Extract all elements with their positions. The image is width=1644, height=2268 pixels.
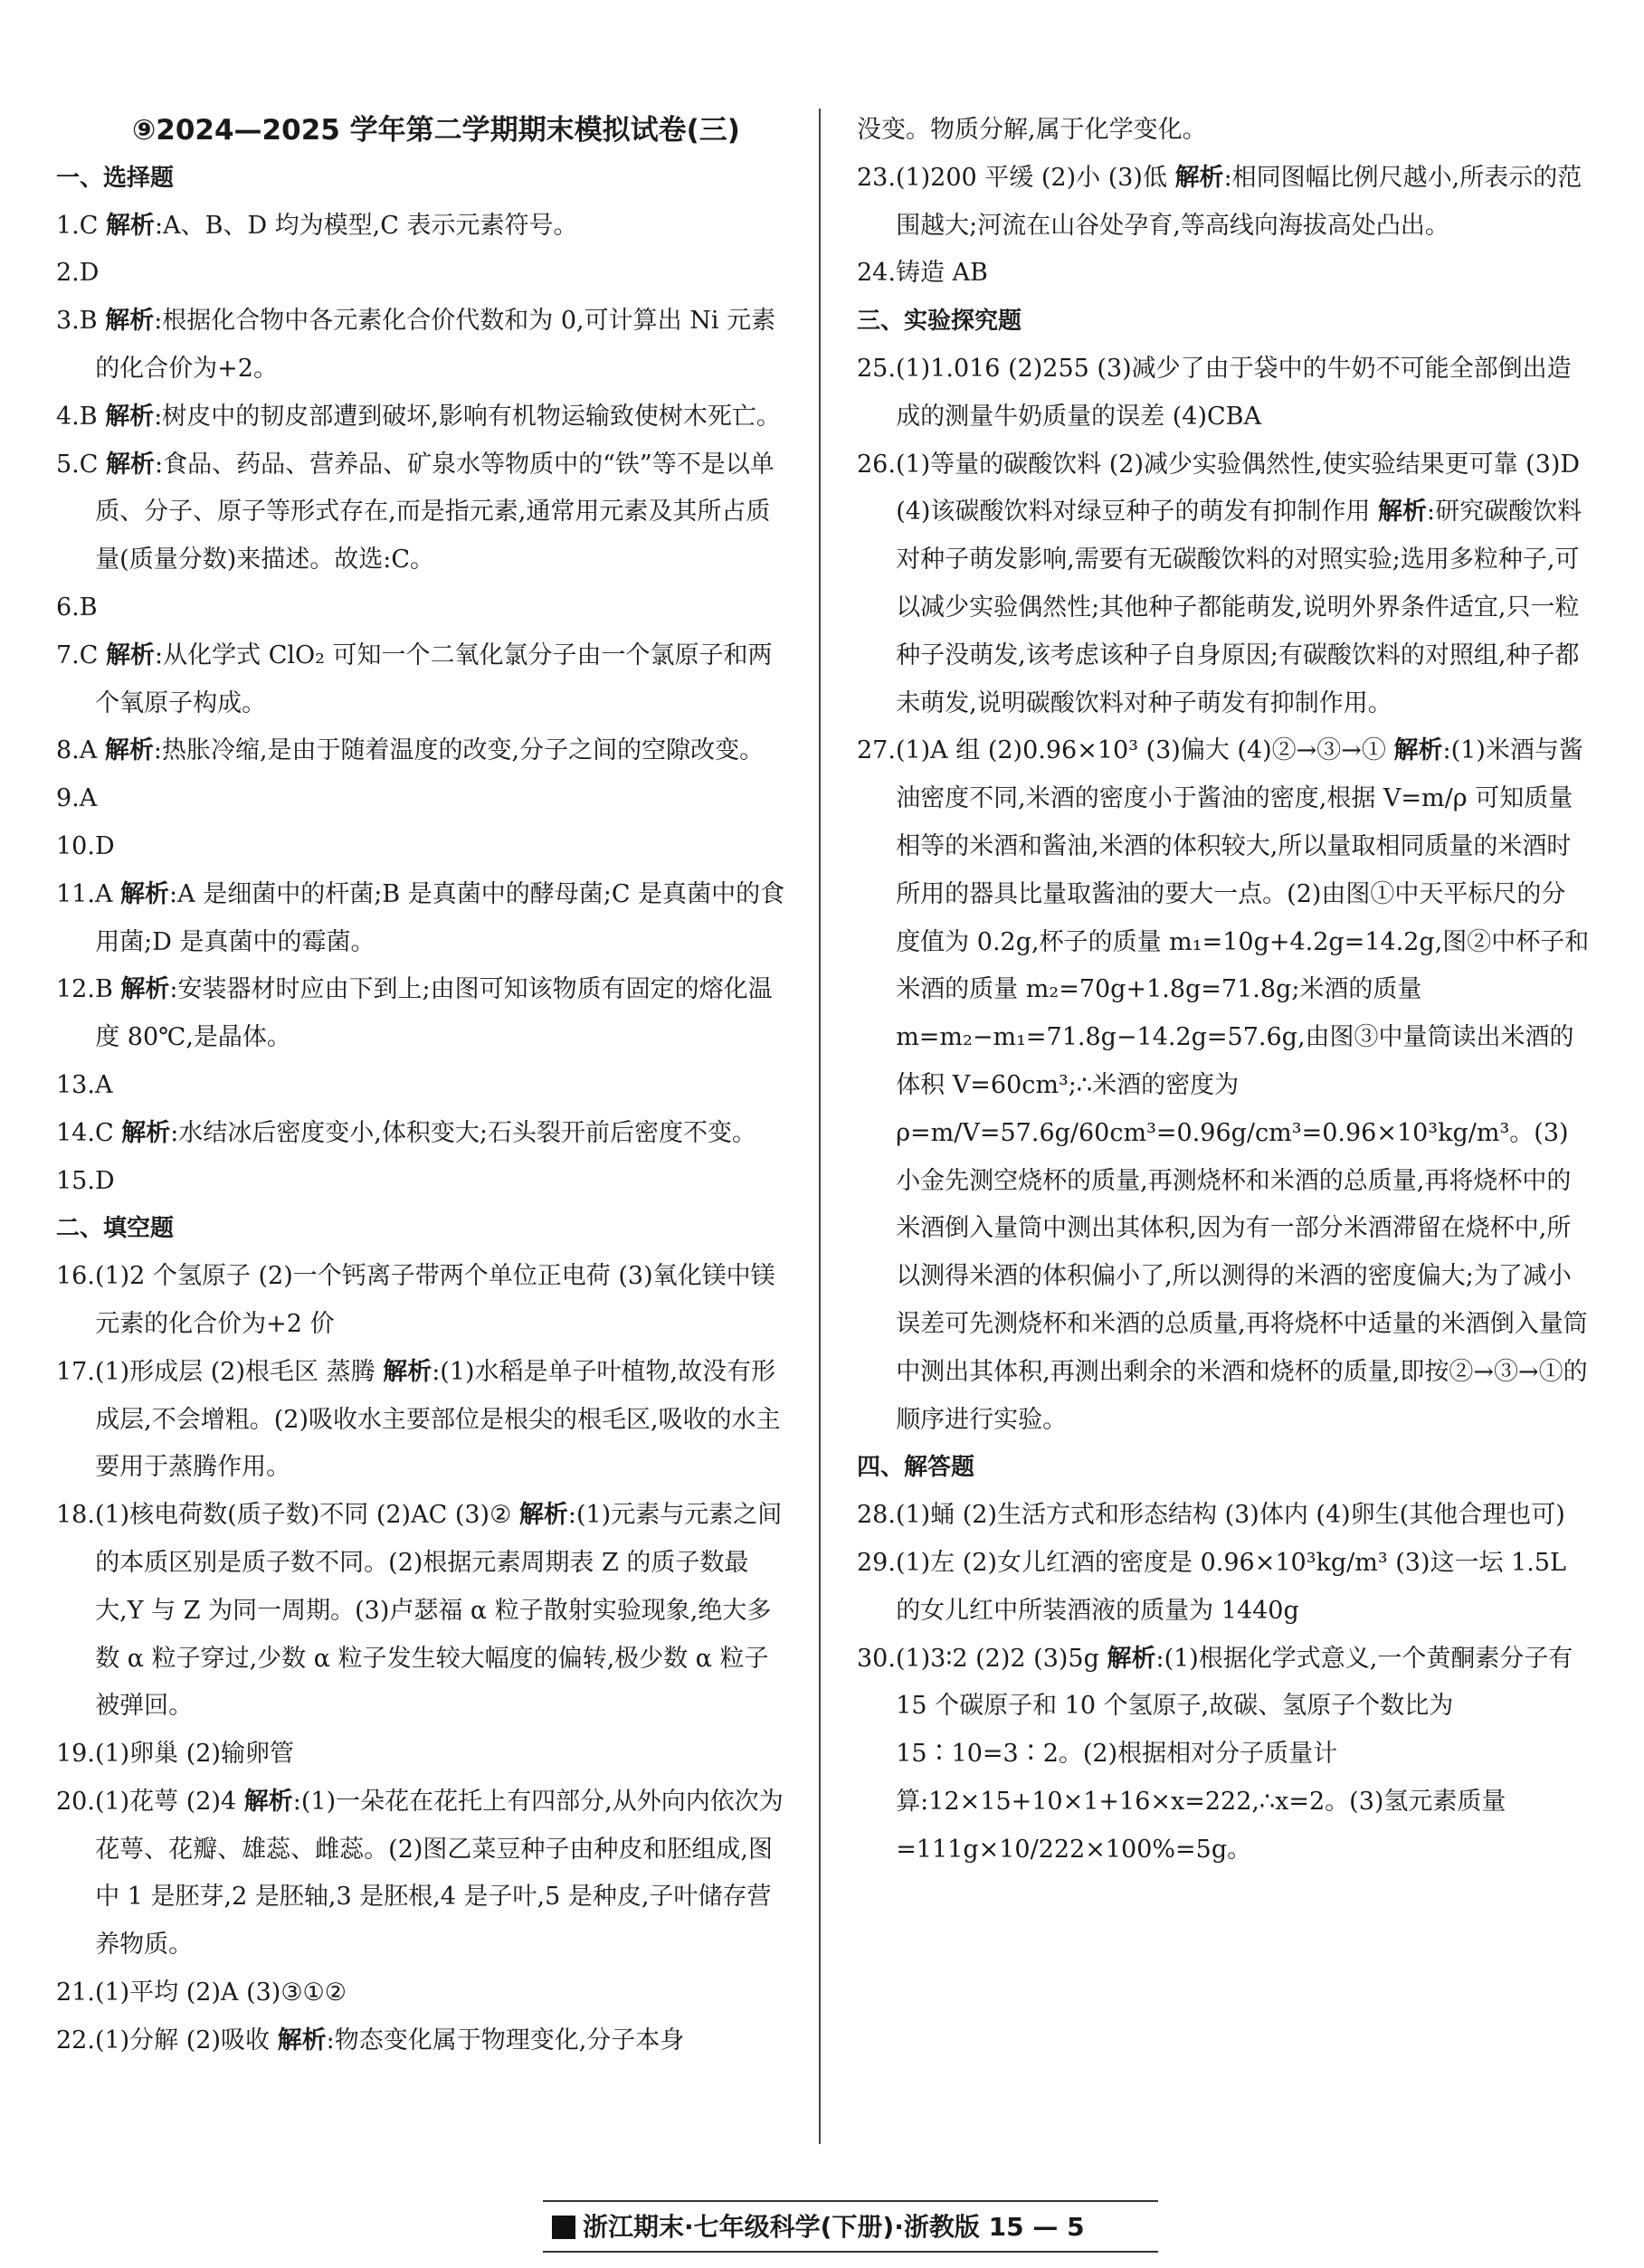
answer-19: 19.(1)卵巢 (2)输卵管 — [56, 1740, 295, 1769]
section-choice: 一、选择题 — [56, 164, 175, 192]
answer-22-continued: 没变。物质分解,属于化学变化。 — [857, 116, 1207, 144]
page-title: ⑨2024—2025 学年第二学期期末模拟试卷(三) — [132, 114, 740, 147]
right-column — [857, 107, 1590, 1874]
answer-28: 28.(1)蛹 (2)生活方式和形态结构 (3)体内 (4)卵生(其他合理也可) — [857, 1501, 1565, 1530]
answer-5: 5.C 解析:食品、药品、营养品、矿泉水等物质中的“铁”等不是以单质、分子、原子等形式存在,而是指元素,通常用元素及其所占质量(质量分数)来描述。故选:C。 — [56, 450, 774, 574]
answer-10: 10.D — [56, 831, 115, 860]
answer-8: 8.A 解析:热胀冷缩,是由于随着温度的改变,分子之间的空隙改变。 — [56, 736, 765, 765]
answer-13: 13.A — [56, 1070, 113, 1099]
answer-16: 16.(1)2 个氢原子 (2)一个钙离子带两个单位正电荷 (3)氧化镁中镁元素的化合价为+2 价 — [56, 1262, 775, 1338]
answer-26: 26.(1)等量的碳酸饮料 (2)减少实验偶然性,使实验结果更可靠 (3)D (4)该碳酸饮料对绿豆种子的萌发有抑制作用 解析:研究碳酸饮料对种子萌发影响,需要有无碳酸饮料的对照实验;选用多粒种子,可以减少实验偶然性;其他种子都能萌发,说明外界条件适宜,只一粒种子没萌发,该考虑该种子自身原因;有碳酸饮料的对照组,种子都未萌发,说明碳酸饮料对种子萌发有抑制作用。 — [857, 450, 1582, 717]
answer-15: 15.D — [56, 1166, 115, 1195]
answer-17: 17.(1)形成层 (2)根毛区 蒸腾 解析:(1)水稻是单子叶植物,故没有形成层,不会增粗。(2)吸收水主要部位是根尖的根毛区,吸收的水主要用于蒸腾作用。 — [56, 1357, 781, 1482]
answer-7: 7.C 解析:从化学式 ClO₂ 可知一个二氧化氯分子由一个氯原子和两个氧原子构成。 — [56, 641, 773, 717]
footer-rule-bottom — [543, 2251, 1158, 2253]
answer-20: 20.(1)花萼 (2)4 解析:(1)一朵花在花托上有四部分,从外向内依次为花萼、花瓣、雄蕊、雌蕊。(2)图乙菜豆种子由种皮和胚组成,图中 1 是胚芽,2 是胚轴,3 是胚根,4 是子叶,5 是种皮,子叶储存营养物质。 — [56, 1787, 784, 1960]
answer-3: 3.B 解析:根据化合物中各元素化合价代数和为 0,可计算出 Ni 元素的化合价为+2。 — [56, 307, 776, 383]
answer-22: 22.(1)分解 (2)吸收 解析:物态变化属于物理变化,分子本身 — [56, 2026, 685, 2054]
left-column — [56, 107, 789, 2065]
answer-29: 29.(1)左 (2)女儿红酒的密度是 0.96×10³kg/m³ (3)这一坛 1.5L 的女儿红中所装酒液的质量为 1440g — [857, 1548, 1566, 1625]
column-divider — [819, 109, 821, 2144]
answer-1: 1.C 解析:A、B、D 均为模型,C 表示元素符号。 — [56, 211, 578, 240]
answer-23: 23.(1)200 平缓 (2)小 (3)低 解析:相同图幅比例尺越小,所表示的范围越大;河流在山谷处孕育,等高线向海拔高处凸出。 — [857, 163, 1582, 240]
section-solve: 四、解答题 — [857, 1454, 975, 1482]
answer-30: 30.(1)3∶2 (2)2 (3)5g 解析:(1)根据化学式意义,一个黄酮素分子有 15 个碳原子和 10 个氢原子,故碳、氢原子个数比为 15∶10=3∶2。(2)根据相对分子质量计算:12×15+10×1+16×x=222,∴x=2。(3)氢元素质量=111g×10/222×100%=5g。 — [857, 1644, 1573, 1864]
answer-27: 27.(1)A 组 (2)0.96×10³ (3)偏大 (4)②→③→① 解析:(1)米酒与酱油密度不同,米酒的密度小于酱油的密度,根据 V=m/ρ 可知质量相等的米酒和酱油,米酒的体积较大,所以量取相同质量的米酒时所用的器具比量取酱油的要大一点。(2)由图①中天平标尺的分度值为 0.2g,杯子的质量 m₁=10g+4.2g=14.2g,图②中杯子和米酒的质量 m₂=70g+1.8g=71.8g;米酒的质量 m=m₂−m₁=71.8g−14.2g=57.6g,由图③中量筒读出米酒的体积 V=60cm³;∴米酒的密度为 ρ=m/V=57.6g/60cm³=0.96g/cm³=0.96×10³kg/m³。(3)小金先测空烧杯的质量,再测烧杯和米酒的总质量,再将烧杯中的米酒倒入量筒中测出其体积,因为有一部分米酒滞留在烧杯中,所以测得米酒的体积偏小了,所以测得的米酒的密度偏大;为了减小误差可先测烧杯和米酒的总质量,再将烧杯中适量的米酒倒入量筒中测出其体积,再测出剩余的米酒和烧杯的质量,即按②→③→①的顺序进行实验。 — [857, 736, 1590, 1434]
footer-book-title: 浙江期末·七年级科学(下册)·浙教版 — [583, 2212, 980, 2242]
answer-12: 12.B 解析:安装器材时应由下到上;由图可知该物质有固定的熔化温度 80℃,是晶体。 — [56, 975, 773, 1052]
square-icon — [552, 2216, 575, 2239]
answer-2: 2.D — [56, 259, 100, 288]
answer-21: 21.(1)平均 (2)A (3)③①② — [56, 1979, 347, 2007]
answer-6: 6.B — [56, 593, 98, 622]
answer-4: 4.B 解析:树皮中的韧皮部遭到破坏,影响有机物运输致使树木死亡。 — [56, 402, 781, 431]
answer-9: 9.A — [56, 784, 98, 813]
page-footer — [552, 2207, 1185, 2247]
page-number: 15 — 5 — [988, 2212, 1085, 2242]
section-experiment: 三、实验探究题 — [857, 308, 1022, 336]
answer-11: 11.A 解析:A 是细菌中的杆菌;B 是真菌中的酵母菌;C 是真菌中的食用菌;D 是真菌中的霉菌。 — [56, 879, 785, 956]
answer-25: 25.(1)1.016 (2)255 (3)减少了由于袋中的牛奶不可能全部倒出造成的测量牛奶质量的误差 (4)CBA — [857, 354, 1572, 431]
answer-18: 18.(1)核电荷数(质子数)不同 (2)AC (3)② 解析:(1)元素与元素之间的本质区别是质子数不同。(2)根据元素周期表 Z 的质子数最大,Y 与 Z 为同一周期。(3)卢瑟福 α 粒子散射实验现象,绝大多数 α 粒子穿过,少数 α 粒子发生较大幅度的偏转,极少数 α 粒子被弹回。 — [56, 1501, 783, 1721]
footer-rule-top — [543, 2200, 1158, 2202]
answer-24: 24.铸造 AB — [857, 259, 988, 288]
answer-14: 14.C 解析:水结冰后密度变小,体积变大;石头裂开前后密度不变。 — [56, 1118, 756, 1147]
section-fill: 二、填空题 — [56, 1215, 175, 1243]
